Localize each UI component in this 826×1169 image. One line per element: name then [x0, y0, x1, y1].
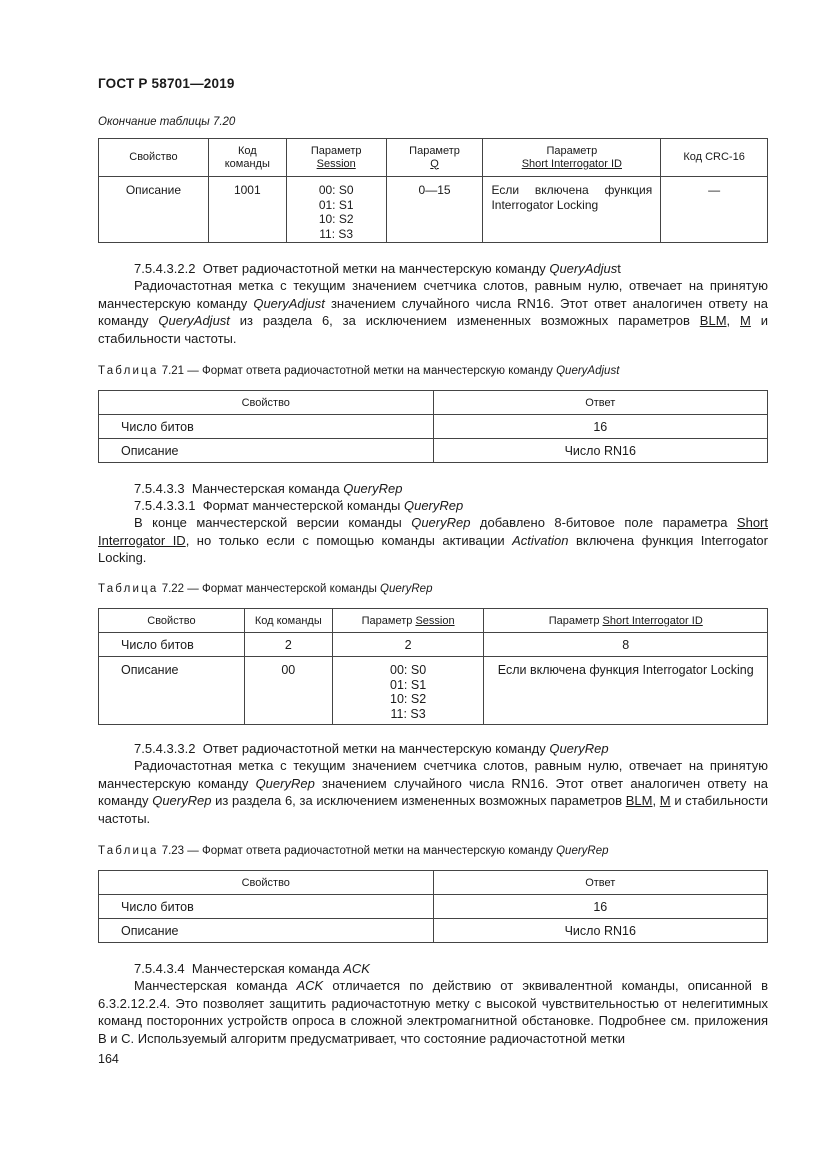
section-heading-7-5-4-3-3-1: 7.5.4.3.3.1 Формат манчестерской команды QueryRep — [134, 498, 464, 513]
cell-property: Число битов — [99, 895, 434, 919]
table-7-23 — [98, 870, 768, 943]
th-response: Ответ — [433, 871, 767, 895]
th-property: Свойство — [99, 391, 434, 415]
cell-property: Описание — [99, 439, 434, 463]
th-response: Ответ — [433, 391, 767, 415]
cell-sid: 8 — [484, 633, 768, 657]
table-7-20 — [98, 138, 768, 243]
cell-value: Число RN16 — [433, 439, 767, 463]
table-continuation-label: Окончание таблицы 7.20 — [98, 116, 236, 128]
table-row — [99, 657, 768, 725]
paragraph-queryrep-format: В конце манчестерской версии команды QueryRep добавлено 8-битовое поле параметра Short Interrogator ID, но только если с помощью команды активации Activation включена функция Interrogator Locking. — [98, 515, 768, 565]
section-heading-7-5-4-3-3: 7.5.4.3.3 Манчестерская команда QueryRep — [134, 481, 403, 496]
cell-code: 2 — [244, 633, 332, 657]
cell-property: Число битов — [99, 633, 245, 657]
table-row — [99, 895, 768, 919]
section-heading-7-5-4-3-3-2: 7.5.4.3.3.2 Ответ радиочастотной метки на манчестерскую команду QueryRep — [134, 741, 609, 756]
cell-value: 16 — [433, 415, 767, 439]
cell-property: Число битов — [99, 415, 434, 439]
table-7-22 — [98, 608, 768, 725]
cell-sid: Если включена функция Interrogator Locking — [484, 657, 768, 725]
table-row — [99, 919, 768, 943]
th-short-interrogator-id: Параметр Short Interrogator ID — [484, 609, 768, 633]
cell-property: Описание — [99, 177, 209, 243]
th-short-interrogator-id: Параметр Short Interrogator ID — [483, 139, 661, 177]
cell-code: 00 — [244, 657, 332, 725]
cell-session: 00: S0 01: S1 10: S2 11: S3 — [332, 657, 484, 725]
caption-table-7-23: Таблица 7.23 — Формат ответа радиочастотной метки на манчестерскую команду QueryRep — [98, 845, 609, 857]
cell-session: 00: S0 01: S1 10: S2 11: S3 — [286, 177, 386, 243]
cell-session: 2 — [332, 633, 484, 657]
cell-property: Описание — [99, 919, 434, 943]
cell-sid: Если включена функция Interrogator Locking — [483, 177, 661, 243]
cell-code: 1001 — [208, 177, 286, 243]
th-property: Свойство — [99, 871, 434, 895]
paragraph-ack-command: Манчестерская команда ACK отличается по действию от эквивалентной команды, описанной в 6.3.2.12.2.4. Это позволяет защитить радиочастотную метку с высокой чувствительностью от нелегитимных команд посторонних устройств опроса в сложной электромагнитной обстановке. Подробнее см. приложения В и С. Используемый алгоритм предусматривает, что состояние радиочастотной метки — [98, 978, 768, 1046]
th-crc16: Код CRC-16 — [661, 139, 768, 177]
table-row — [99, 439, 768, 463]
th-session: Параметр Session — [332, 609, 484, 633]
th-property: Свойство — [99, 609, 245, 633]
paragraph-queryadjust-response: Радиочастотная метка с текущим значением счетчика слотов, равным нулю, отвечает на принятую манчестерскую команду QueryAdjust значением случайного числа RN16. Этот ответ аналогичен ответу на команду QueryAdjust из раздела 6, за исключением измененных возможных параметров BLM, M и стабильности частоты. — [98, 278, 768, 346]
cell-q: 0—15 — [386, 177, 483, 243]
document-header: ГОСТ Р 58701—2019 — [98, 76, 235, 91]
table-7-21 — [98, 390, 768, 463]
th-command-code: Код команды — [244, 609, 332, 633]
table-row — [99, 415, 768, 439]
table-row — [99, 633, 768, 657]
cell-value: Число RN16 — [433, 919, 767, 943]
th-q: Параметр Q — [386, 139, 483, 177]
cell-property: Описание — [99, 657, 245, 725]
caption-table-7-22: Таблица 7.22 — Формат манчестерской команды QueryRep — [98, 583, 433, 595]
page-number: 164 — [98, 1052, 119, 1066]
paragraph-queryrep-response: Радиочастотная метка с текущим значением счетчика слотов, равным нулю, отвечает на принятую манчестерскую команду QueryRep значением случайного числа RN16. Этот ответ аналогичен ответу на команду QueryRep из раздела 6, за исключением измененных возможных параметров BLM, M и стабильности частоты. — [98, 758, 769, 826]
caption-table-7-21: Таблица 7.21 — Формат ответа радиочастотной метки на манчестерскую команду QueryAdjust — [98, 365, 620, 377]
section-heading-7-5-4-3-2-2: 7.5.4.3.2.2 Ответ радиочастотной метки на манчестерскую команду QueryAdjust — [134, 261, 621, 276]
th-property: Свойство — [99, 139, 209, 177]
th-command-code: Код команды — [208, 139, 286, 177]
table-row — [99, 177, 768, 243]
cell-value: 16 — [433, 895, 767, 919]
th-session: Параметр Session — [286, 139, 386, 177]
section-heading-7-5-4-3-4: 7.5.4.3.4 Манчестерская команда ACK — [134, 961, 370, 976]
cell-crc: — — [661, 177, 768, 243]
